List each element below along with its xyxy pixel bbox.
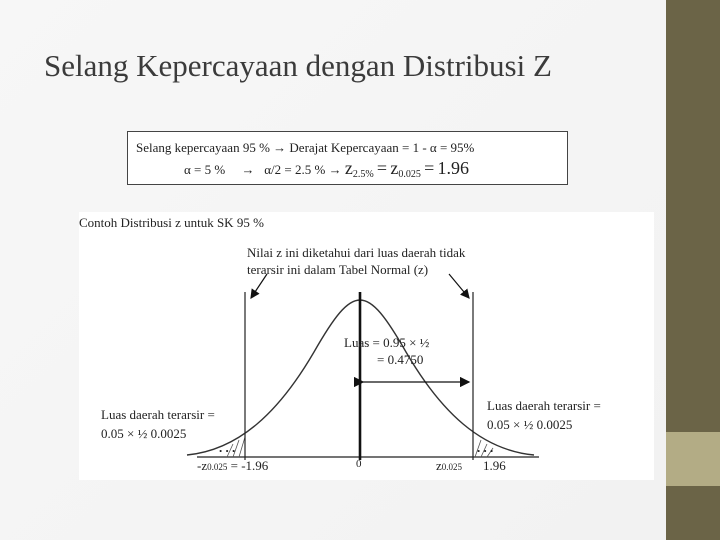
left-z-value: = -1.96	[227, 458, 269, 473]
equals-2: =	[424, 158, 435, 178]
arrow-glyph: →	[241, 162, 255, 177]
slide-title: Selang Kepercayaan dengan Distribusi Z	[44, 48, 552, 83]
z-subscript-2: 0.025	[398, 169, 421, 180]
arrow-glyph-2: →	[328, 162, 342, 177]
left-z-label	[197, 458, 268, 474]
equals-1: =	[376, 158, 388, 178]
right-shade-label-2: 0.05 × ½ 0.0025	[487, 417, 573, 432]
z-symbol-1: z	[344, 158, 353, 178]
right-z-subscript: 0.025	[441, 462, 463, 472]
z-symbol-2: z	[390, 158, 399, 178]
left-shade-label-2: 0.05 × ½ 0.0025	[101, 426, 187, 441]
formula-line-2	[184, 158, 469, 180]
area-label-1: Luas = 0.95 × ½	[344, 335, 430, 350]
z-subscript-1: 2.5%	[352, 169, 374, 180]
formula-line-1: Selang kepercayaan 95 % → Derajat Kepercayaan = 1 - α = 95%	[136, 140, 475, 155]
formula-box	[127, 131, 568, 185]
alpha-text: α = 5 %	[184, 162, 226, 177]
right-dots: . . .	[477, 440, 494, 455]
right-z-label	[436, 458, 462, 474]
left-dots: . . .	[219, 440, 236, 455]
center-zero-label: 0	[356, 458, 362, 470]
figure-heading: Contoh Distribusi z untuk SK 95 %	[79, 215, 264, 230]
side-accent-block	[666, 432, 720, 486]
right-shade-label-1: Luas daerah terarsir =	[487, 398, 601, 413]
right-z-main: z	[436, 458, 442, 473]
note-arrow-right	[449, 274, 469, 298]
half-alpha-text: α/2 = 2.5 %	[264, 162, 326, 177]
note-line-1: Nilai z ini diketahui dari luas daerah tidak	[247, 245, 466, 260]
left-z-prefix: -z	[197, 458, 208, 473]
normal-distribution-figure	[79, 212, 654, 480]
left-shade-label-1: Luas daerah terarsir =	[101, 407, 215, 422]
area-label-2: = 0.4750	[377, 352, 424, 367]
z-critical-value: 1.96	[437, 158, 469, 178]
right-z-value: 1.96	[483, 458, 506, 473]
note-line-2: terarsir ini dalam Tabel Normal (z)	[247, 262, 429, 277]
left-z-subscript: 0.025	[207, 462, 228, 472]
